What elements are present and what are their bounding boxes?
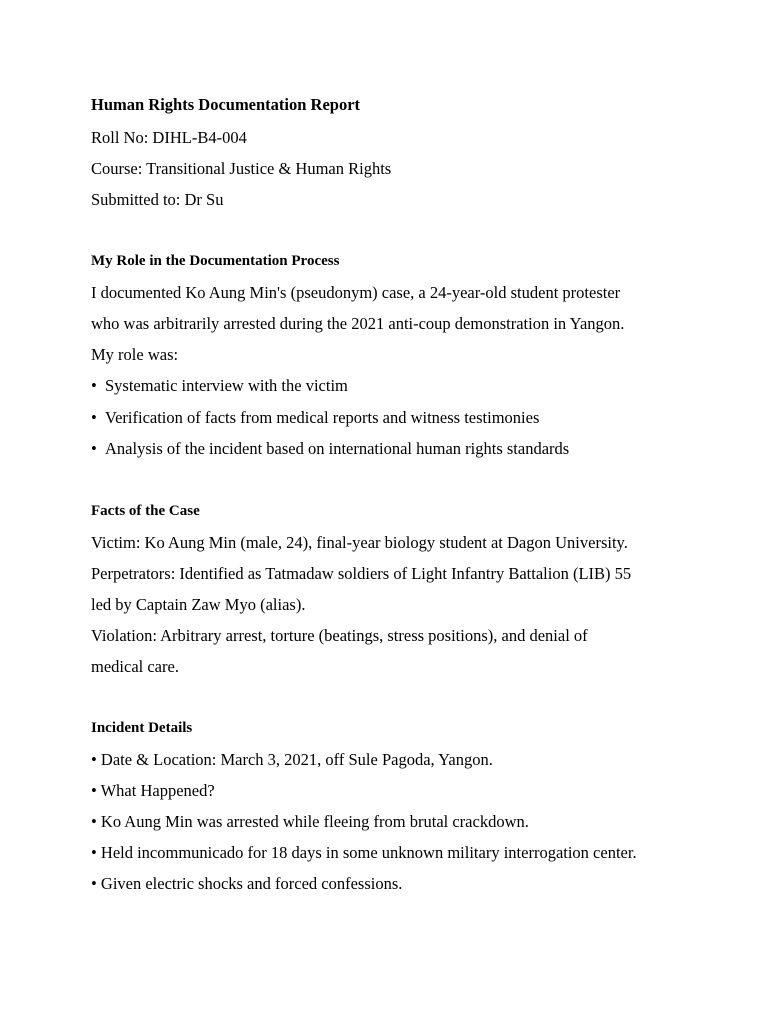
role-section-heading: My Role in the Documentation Process — [91, 253, 340, 269]
role-paragraph-line: who was arbitrarily arrested during the 2021 anti-coup demonstration in Yangon. — [91, 314, 625, 333]
section-spacer — [91, 682, 731, 713]
role-bullet-item — [91, 433, 731, 465]
role-bullet-item — [91, 402, 731, 434]
role-paragraph-line: I documented Ko Aung Min's (pseudonym) case, a 24-year-old student protester — [91, 283, 621, 302]
incident-line: • Date & Location: March 3, 2021, off Sule Pagoda, Yangon. — [91, 749, 493, 769]
incident-line: • Held incommunicado for 18 days in some unknown military interrogation center. — [91, 842, 637, 862]
role-bullet-text: Verification of facts from medical reports and witness testimonies — [105, 407, 540, 427]
document-page — [91, 91, 731, 899]
report-title: Human Rights Documentation Report — [91, 95, 361, 114]
incident-line: • Ko Aung Min was arrested while fleeing from brutal crackdown. — [91, 811, 529, 831]
facts-line: led by Captain Zaw Myo (alias). — [91, 594, 306, 614]
role-bullet-item — [91, 370, 731, 402]
facts-line: Perpetrators: Identified as Tatmadaw soldiers of Light Infantry Battalion (LIB) 55 — [91, 563, 632, 583]
facts-line: Violation: Arbitrary arrest, torture (beatings, stress positions), and denial of — [91, 625, 588, 645]
incident-line: • Given electric shocks and forced confessions. — [91, 873, 403, 893]
facts-line: Victim: Ko Aung Min (male, 24), final-year biology student at Dagon University. — [91, 532, 628, 552]
role-bullet-text: Systematic interview with the victim — [105, 376, 348, 395]
incident-line: • What Happened? — [91, 780, 215, 800]
submitted-to: Submitted to: Dr Su — [91, 190, 224, 209]
facts-section-heading: Facts of the Case — [91, 502, 200, 519]
bullet-icon: • — [91, 376, 97, 395]
facts-line: medical care. — [91, 656, 179, 676]
role-paragraph-line: My role was: — [91, 345, 179, 364]
course-name: Course: Transitional Justice & Human Rights — [91, 159, 392, 178]
bullet-icon: • — [91, 439, 97, 458]
section-spacer — [91, 465, 731, 496]
roll-number: Roll No: DIHL-B4-004 — [91, 128, 247, 147]
role-bullet-text: Analysis of the incident based on international human rights standards — [105, 439, 570, 458]
bullet-icon: • — [91, 407, 97, 427]
incident-section-heading: Incident Details — [91, 719, 193, 736]
section-spacer — [91, 215, 731, 246]
